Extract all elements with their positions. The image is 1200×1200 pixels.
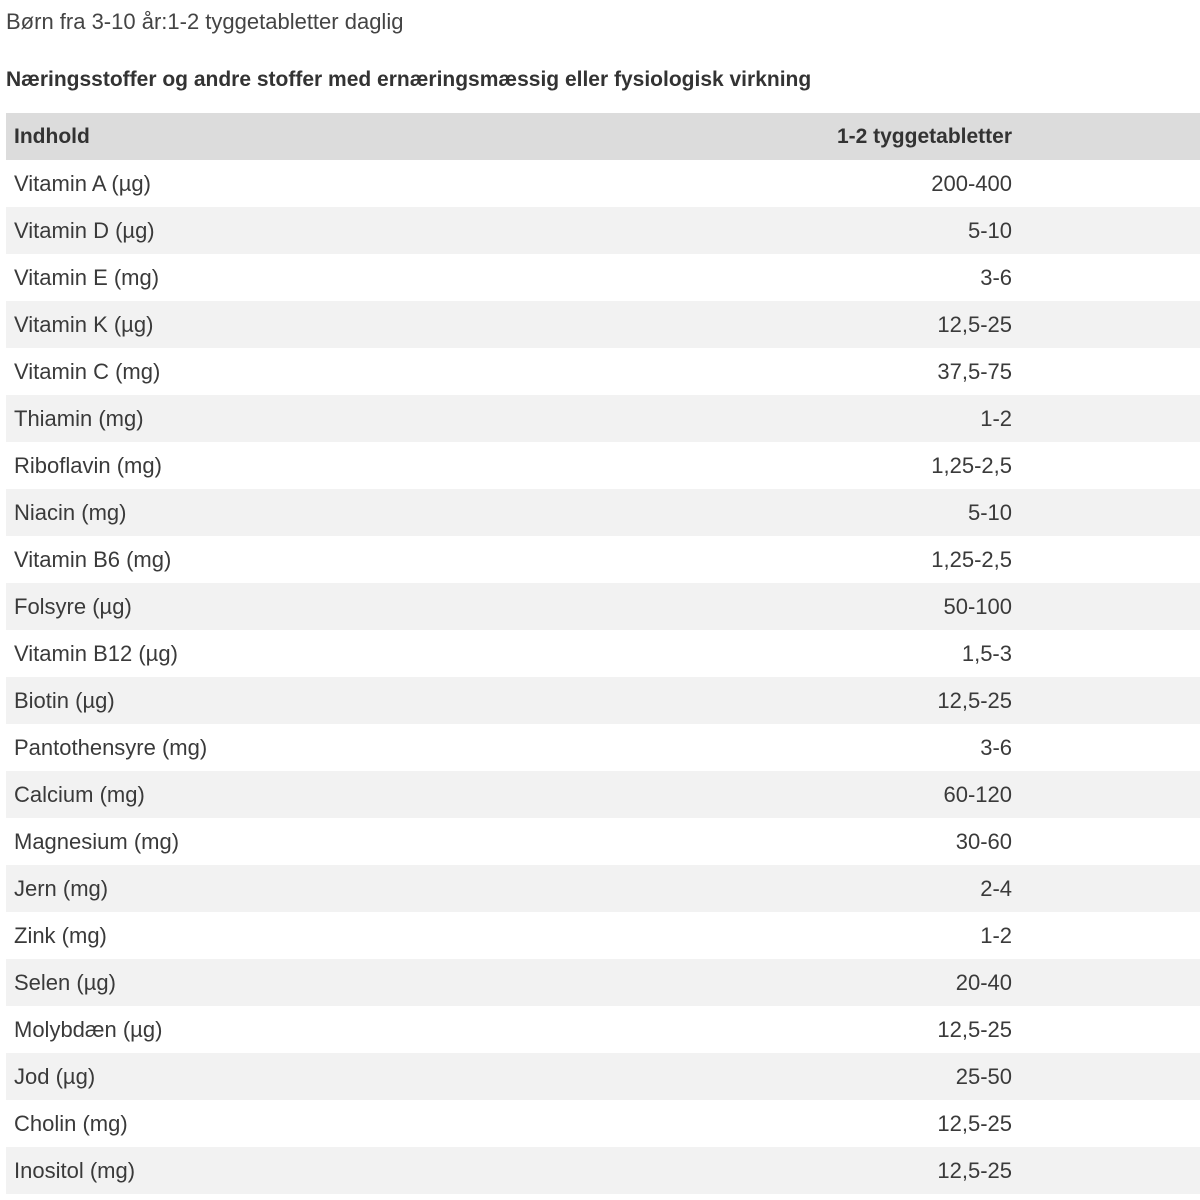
nutrient-name: Zink (mg) xyxy=(6,912,506,959)
nutrient-amount: 25-50 xyxy=(506,1053,1200,1100)
nutrient-amount: 12,5-25 xyxy=(506,301,1200,348)
nutrient-name: Magnesium (mg) xyxy=(6,818,506,865)
nutrient-name: Molybdæn (µg) xyxy=(6,1006,506,1053)
nutrient-name: Folsyre (µg) xyxy=(6,583,506,630)
nutrient-amount: 12,5-25 xyxy=(506,1147,1200,1194)
nutrient-amount: 2-4 xyxy=(506,865,1200,912)
nutrient-amount: 60-120 xyxy=(506,771,1200,818)
nutrient-name: Biotin (µg) xyxy=(6,677,506,724)
nutrient-amount: 5-10 xyxy=(506,207,1200,254)
table-row xyxy=(6,301,1200,348)
nutrient-name: Vitamin A (µg) xyxy=(6,160,506,207)
nutrient-name: Vitamin K (µg) xyxy=(6,301,506,348)
nutrient-amount: 1-2 xyxy=(506,395,1200,442)
nutrient-name: Vitamin D (µg) xyxy=(6,207,506,254)
table-row xyxy=(6,1053,1200,1100)
nutrient-name: Riboflavin (mg) xyxy=(6,442,506,489)
nutrient-amount: 1,5-3 xyxy=(506,630,1200,677)
table-row xyxy=(6,160,1200,207)
nutrient-name: Pantothensyre (mg) xyxy=(6,724,506,771)
table-row xyxy=(6,395,1200,442)
table-row xyxy=(6,959,1200,1006)
nutrient-name: Vitamin C (mg) xyxy=(6,348,506,395)
header-content: Indhold xyxy=(6,113,506,160)
nutrient-name: Thiamin (mg) xyxy=(6,395,506,442)
nutrient-name: Vitamin B6 (mg) xyxy=(6,536,506,583)
section-title: Næringsstoffer og andre stoffer med ernæringsmæssig eller fysiologisk virkning xyxy=(6,68,812,91)
header-row xyxy=(6,113,1200,160)
nutrient-name: Vitamin B12 (µg) xyxy=(6,630,506,677)
table-row xyxy=(6,912,1200,959)
nutrient-name: Cholin (mg) xyxy=(6,1100,506,1147)
table-row xyxy=(6,771,1200,818)
table-row xyxy=(6,724,1200,771)
table-row xyxy=(6,1147,1200,1194)
nutrient-amount: 20-40 xyxy=(506,959,1200,1006)
nutrient-amount: 1,25-2,5 xyxy=(506,536,1200,583)
table-row xyxy=(6,677,1200,724)
table-row xyxy=(6,254,1200,301)
table-row xyxy=(6,818,1200,865)
table-row xyxy=(6,489,1200,536)
table-row xyxy=(6,207,1200,254)
nutrient-amount: 3-6 xyxy=(506,724,1200,771)
nutrient-amount: 37,5-75 xyxy=(506,348,1200,395)
table-row xyxy=(6,1100,1200,1147)
nutrient-amount: 50-100 xyxy=(506,583,1200,630)
nutrient-name: Jod (µg) xyxy=(6,1053,506,1100)
nutrient-table-body xyxy=(6,160,1200,1194)
nutrient-name: Inositol (mg) xyxy=(6,1147,506,1194)
nutrient-amount: 200-400 xyxy=(506,160,1200,207)
nutrient-table-header xyxy=(6,113,1200,160)
nutrient-name: Calcium (mg) xyxy=(6,771,506,818)
nutrient-amount: 5-10 xyxy=(506,489,1200,536)
nutrient-amount: 30-60 xyxy=(506,818,1200,865)
dosage-intro: Børn fra 3-10 år:1-2 tyggetabletter daglig xyxy=(6,9,404,34)
table-row xyxy=(6,442,1200,489)
table-row xyxy=(6,348,1200,395)
table-row xyxy=(6,536,1200,583)
nutrient-amount: 1-2 xyxy=(506,912,1200,959)
nutrient-table xyxy=(6,113,1200,1194)
table-row xyxy=(6,1006,1200,1053)
nutrient-amount: 12,5-25 xyxy=(506,677,1200,724)
table-row xyxy=(6,630,1200,677)
nutrient-amount: 3-6 xyxy=(506,254,1200,301)
nutrient-name: Niacin (mg) xyxy=(6,489,506,536)
table-row xyxy=(6,865,1200,912)
nutrient-amount: 12,5-25 xyxy=(506,1100,1200,1147)
nutrient-name: Jern (mg) xyxy=(6,865,506,912)
header-amount: 1-2 tyggetabletter xyxy=(506,113,1200,160)
nutrient-name: Vitamin E (mg) xyxy=(6,254,506,301)
nutrient-amount: 12,5-25 xyxy=(506,1006,1200,1053)
nutrient-amount: 1,25-2,5 xyxy=(506,442,1200,489)
table-row xyxy=(6,583,1200,630)
nutrient-name: Selen (µg) xyxy=(6,959,506,1006)
